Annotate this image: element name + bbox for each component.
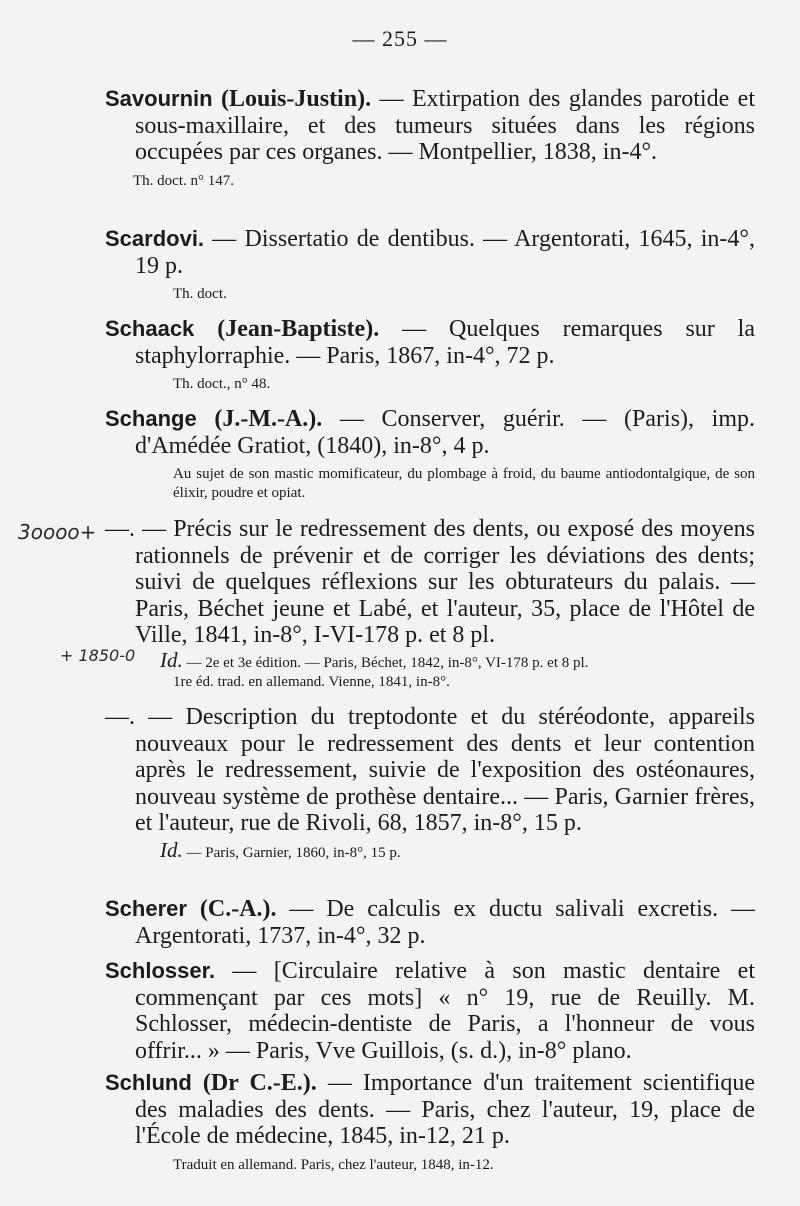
bibliography-entry (105, 226, 755, 304)
entry-author: Scardovi. (105, 226, 205, 251)
entry-author: Schange (105, 406, 197, 431)
entry-text: — Extirpation des glandes parotide et sous-maxillaire, et des tumeurs situées dans les régions occupées par ces organes. — Montpellier, 1838, in-4°. (135, 86, 756, 165)
entry-author: Savournin (105, 86, 213, 111)
entry-note: Th. doct. (173, 286, 227, 302)
entry-text: — Quelques remarques sur la staphylorraphie. — Paris, 1867, in-4°, 72 p. (135, 316, 756, 369)
margin-note: + 1850-0 (60, 646, 136, 665)
entry-text: — Dissertatio de dentibus. — Argentorati, 1645, in-4°, 19 p. (135, 226, 755, 279)
bibliography-entry (105, 516, 755, 692)
entry-author-detail: (Dr C.-E.). (202, 1070, 317, 1096)
bibliography-entry (105, 86, 755, 191)
bibliography-entry (105, 1070, 755, 1175)
entry-text: — Importance d'un traitement scientifique des maladies des dents. — Paris, chez l'auteur, 19, place de l'École de médecine, 1845, in-12, 21 p. (135, 1070, 755, 1149)
entry-text: — [Circulaire relative à son mastic dentaire et commençant par ces mots] « n° 19, rue de Reuilly. M. Schlosser, médecin-dentiste de Paris, a l'honneur de vous offrir... » — Paris, Vve Guillois, (s. d.), in-8° plano. (135, 958, 755, 1064)
entry-author-detail: (Louis-Justin). (221, 86, 372, 112)
entry-note: Traduit en allemand. Paris, chez l'auteur, 1848, in-12. (173, 1156, 494, 1173)
entry-id-label: Id. (160, 837, 183, 862)
entry-author: Scherer (105, 896, 187, 921)
entry-note: 1re éd. trad. en allemand. Vienne, 1841, in-8°. (173, 673, 450, 690)
entry-author-detail: (J.-M.-A.). (214, 406, 323, 432)
entry-text: — Conserver, guérir. — (Paris), imp. d'Amédée Gratiot, (1840), in-8°, 4 p. (135, 406, 755, 459)
entry-note: Th. doct., n° 48. (173, 376, 271, 392)
entry-text: — De calculis ex ductu salivali excretis. — Argentorati, 1737, in-4°, 32 p. (135, 896, 756, 949)
bibliography-entry (105, 896, 755, 949)
entry-author: Schlosser. (105, 958, 216, 983)
entry-id-label: Id. (160, 647, 183, 672)
entry-note: Au sujet de son mastic momificateur, du plombage à froid, du baume antiodontalgique, de son élixir, poudre et opiat. (173, 466, 755, 501)
entry-note: Th. doct. n° 147. (133, 172, 234, 189)
bibliography-entry (105, 316, 755, 394)
entry-id-text: — Paris, Garnier, 1860, in-8°, 15 p. (182, 844, 401, 861)
margin-note: 3oooo+ (18, 520, 97, 544)
entry-id-text: — 2e et 3e édition. — Paris, Béchet, 1842, in-8°, VI-178 p. et 8 pl. (182, 654, 589, 671)
entry-author: Schlund (105, 1070, 192, 1095)
entry-text: —. — Précis sur le redressement des dents, ou exposé des moyens rationnels de prévenir et de corriger les déviations des dents; suivi de quelques réflexions sur les obturateurs du palais. — Paris, Béchet jeune et Labé, et l'auteur, 35, place de l'Hôtel de Ville, 1841, in-8°, I-VI-178 p. et 8 pl. (105, 516, 755, 648)
bibliography-entry (105, 704, 755, 863)
bibliography-entry (105, 406, 755, 503)
entry-author-detail: (C.-A.). (199, 896, 277, 922)
entry-text: —. — Description du treptodonte et du stéréodonte, appareils nouveaux pour le redressement des dents et leur contention après le redressement, suivie de l'exposition des ostéonaures, nouveau système de prothèse dentaire... — Paris, Garnier frères, et l'auteur, rue de Rivoli, 68, 1857, in-8°, 15 p. (105, 704, 755, 836)
entry-author-detail: (Jean-Baptiste). (217, 316, 380, 342)
bibliography-entry (105, 958, 755, 1064)
entry-author: Schaack (105, 316, 195, 341)
page-number: — 255 — (352, 26, 448, 51)
